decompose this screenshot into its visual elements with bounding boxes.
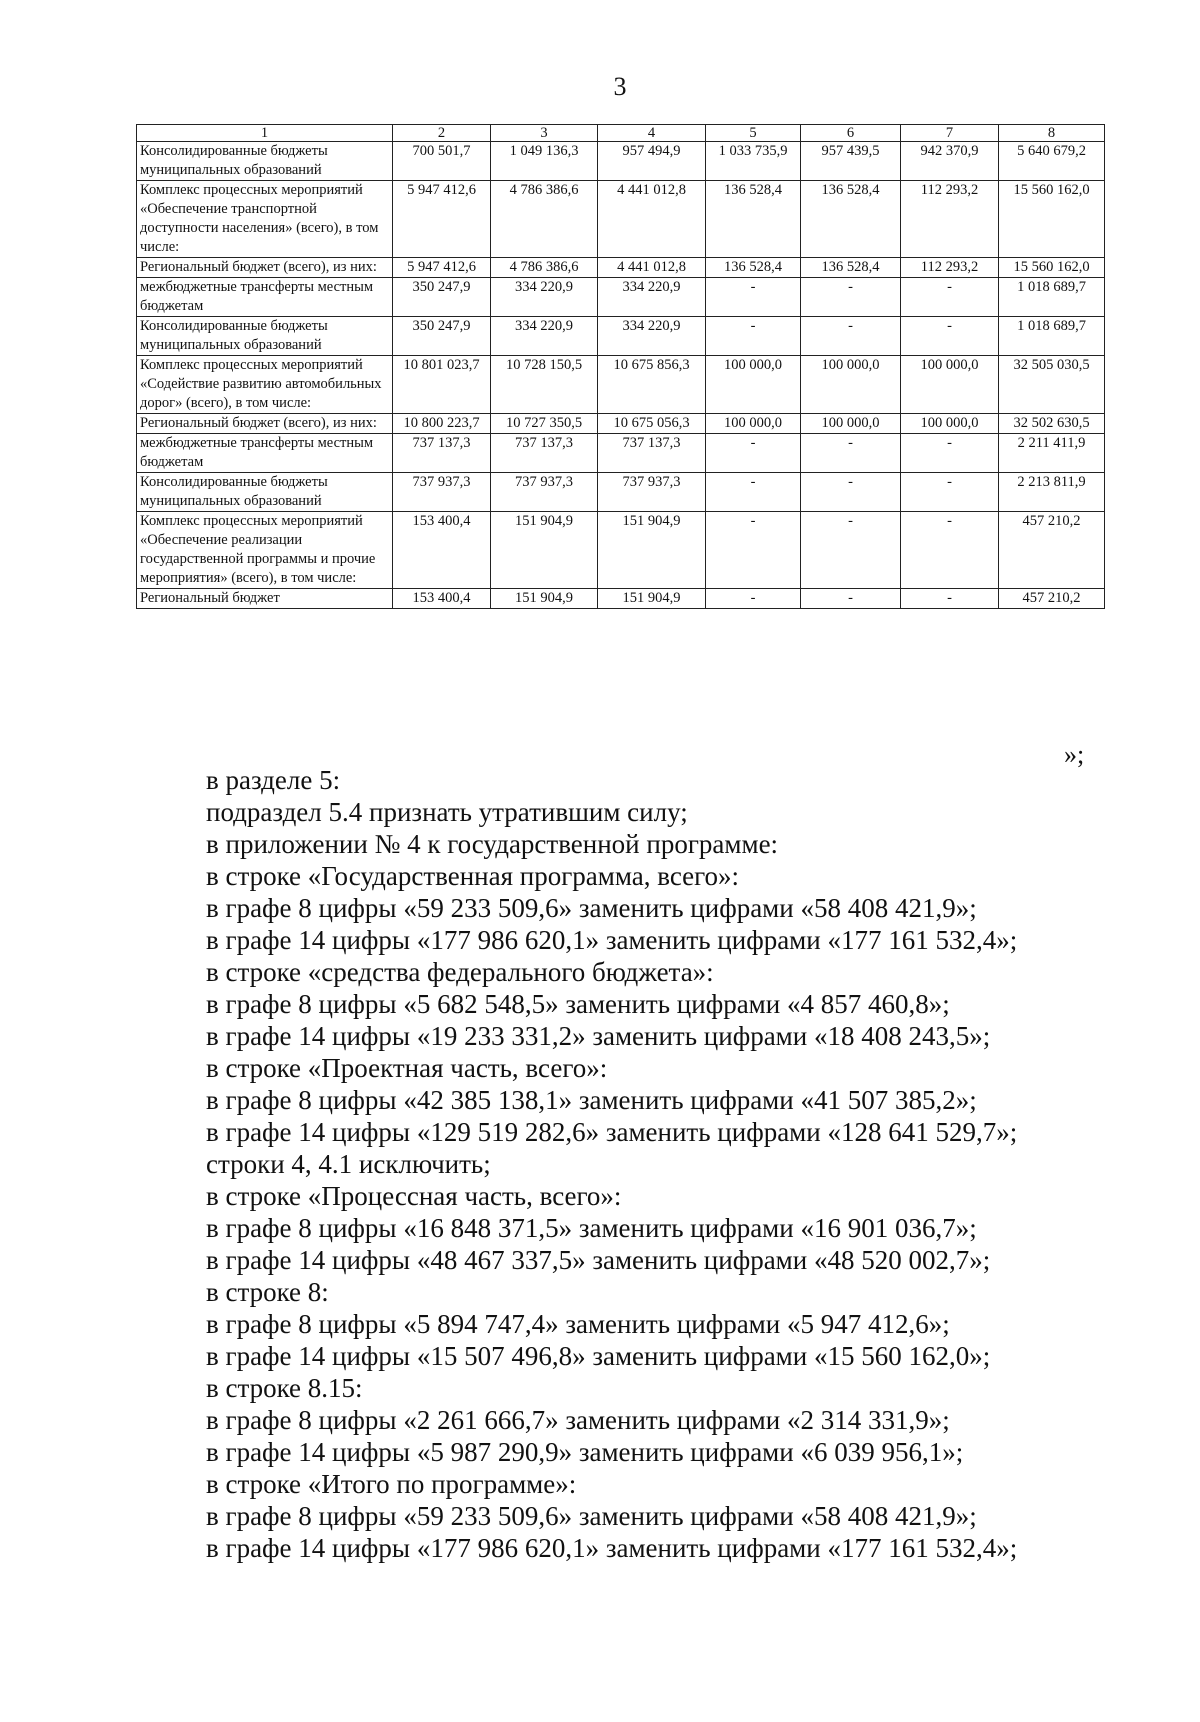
column-header: 8	[999, 125, 1105, 142]
text-line: в графе 8 цифры «42 385 138,1» заменить цифрами «41 507 385,2»;	[206, 1085, 977, 1115]
value-cell: -	[801, 589, 901, 609]
value-cell: -	[901, 512, 999, 589]
column-header: 3	[491, 125, 598, 142]
value-cell: -	[901, 473, 999, 512]
value-cell: 2 211 411,9	[999, 434, 1105, 473]
closing-quote: »;	[1064, 740, 1085, 769]
column-header: 5	[706, 125, 801, 142]
value-cell: -	[706, 317, 801, 356]
column-header: 2	[393, 125, 491, 142]
value-cell: 1 049 136,3	[491, 142, 598, 181]
text-line: в строке 8.15:	[206, 1373, 363, 1403]
table-row	[137, 473, 1105, 512]
value-cell: -	[706, 278, 801, 317]
row-label: Консолидированные бюджеты муниципальных образований	[137, 317, 393, 356]
value-cell: 5 947 412,6	[393, 258, 491, 278]
value-cell: -	[706, 589, 801, 609]
value-cell: 350 247,9	[393, 317, 491, 356]
value-cell: 136 528,4	[706, 258, 801, 278]
value-cell: 136 528,4	[801, 181, 901, 258]
text-line: в строке «Процессная часть, всего»:	[206, 1181, 622, 1211]
text-line: в графе 14 цифры «48 467 337,5» заменить цифрами «48 520 002,7»;	[206, 1245, 991, 1275]
row-label: Комплекс процессных мероприятий «Обеспечение реализации государственной программы и прочие мероприятия» (всего), в том числе:	[137, 512, 393, 589]
value-cell: -	[901, 434, 999, 473]
value-cell: 32 502 630,5	[999, 414, 1105, 434]
value-cell: -	[801, 317, 901, 356]
value-cell: 15 560 162,0	[999, 181, 1105, 258]
column-header: 1	[137, 125, 393, 142]
value-cell: -	[801, 434, 901, 473]
text-line: строки 4, 4.1 исключить;	[206, 1149, 491, 1179]
value-cell: 153 400,4	[393, 589, 491, 609]
value-cell: 4 441 012,8	[598, 258, 706, 278]
value-cell: -	[706, 434, 801, 473]
value-cell: 151 904,9	[491, 512, 598, 589]
budget-table	[136, 124, 1105, 609]
table-row	[137, 258, 1105, 278]
table-row	[137, 181, 1105, 258]
value-cell: 334 220,9	[598, 317, 706, 356]
table-row	[137, 278, 1105, 317]
value-cell: 112 293,2	[901, 258, 999, 278]
value-cell: 10 675 056,3	[598, 414, 706, 434]
text-line: в графе 14 цифры «19 233 331,2» заменить цифрами «18 408 243,5»;	[206, 1021, 991, 1051]
value-cell: 100 000,0	[801, 356, 901, 414]
table-header-row	[137, 125, 1105, 142]
column-header: 4	[598, 125, 706, 142]
value-cell: 151 904,9	[598, 512, 706, 589]
text-line: в разделе 5:	[206, 765, 341, 795]
value-cell: 737 137,3	[598, 434, 706, 473]
value-cell: 32 505 030,5	[999, 356, 1105, 414]
value-cell: 457 210,2	[999, 589, 1105, 609]
text-line: в графе 8 цифры «59 233 509,6» заменить цифрами «58 408 421,9»;	[206, 1501, 977, 1531]
value-cell: 151 904,9	[491, 589, 598, 609]
value-cell: 15 560 162,0	[999, 258, 1105, 278]
row-label: Консолидированные бюджеты муниципальных образований	[137, 142, 393, 181]
value-cell: 334 220,9	[598, 278, 706, 317]
table-row	[137, 317, 1105, 356]
value-cell: 942 370,9	[901, 142, 999, 181]
value-cell: 737 937,3	[393, 473, 491, 512]
text-line: в графе 14 цифры «5 987 290,9» заменить цифрами «6 039 956,1»;	[206, 1437, 964, 1467]
value-cell: 4 786 386,6	[491, 258, 598, 278]
text-line: в графе 8 цифры «5 894 747,4» заменить цифрами «5 947 412,6»;	[206, 1309, 950, 1339]
row-label: Региональный бюджет	[137, 589, 393, 609]
value-cell: 350 247,9	[393, 278, 491, 317]
table-row	[137, 142, 1105, 181]
text-line: в графе 8 цифры «5 682 548,5» заменить цифрами «4 857 460,8»;	[206, 989, 950, 1019]
text-line: в графе 8 цифры «16 848 371,5» заменить цифрами «16 901 036,7»;	[206, 1213, 977, 1243]
value-cell: 334 220,9	[491, 317, 598, 356]
row-label: Региональный бюджет (всего), из них:	[137, 414, 393, 434]
value-cell: 136 528,4	[706, 181, 801, 258]
value-cell: 4 786 386,6	[491, 181, 598, 258]
text-line: в приложении № 4 к государственной программе:	[206, 829, 779, 859]
value-cell: 700 501,7	[393, 142, 491, 181]
table-row	[137, 512, 1105, 589]
page-number: 3	[613, 72, 627, 101]
value-cell: 737 937,3	[598, 473, 706, 512]
value-cell: 457 210,2	[999, 512, 1105, 589]
value-cell: 100 000,0	[901, 356, 999, 414]
table-row	[137, 589, 1105, 609]
value-cell: 957 494,9	[598, 142, 706, 181]
value-cell: 10 728 150,5	[491, 356, 598, 414]
value-cell: 100 000,0	[801, 414, 901, 434]
value-cell: 10 727 350,5	[491, 414, 598, 434]
row-label: Комплекс процессных мероприятий «Обеспечение транспортной доступности населения» (всего), в том числе:	[137, 181, 393, 258]
value-cell: -	[801, 278, 901, 317]
row-label: Консолидированные бюджеты муниципальных образований	[137, 473, 393, 512]
value-cell: -	[706, 512, 801, 589]
value-cell: 100 000,0	[706, 414, 801, 434]
value-cell: 737 937,3	[491, 473, 598, 512]
value-cell: -	[901, 278, 999, 317]
text-line: в строке «Итого по программе»:	[206, 1469, 577, 1499]
value-cell: -	[801, 473, 901, 512]
value-cell: 100 000,0	[901, 414, 999, 434]
text-line: в строке «средства федерального бюджета»:	[206, 957, 714, 987]
value-cell: 4 441 012,8	[598, 181, 706, 258]
value-cell: 737 137,3	[491, 434, 598, 473]
table-row	[137, 434, 1105, 473]
column-header: 6	[801, 125, 901, 142]
row-label: межбюджетные трансферты местным бюджетам	[137, 434, 393, 473]
value-cell: 136 528,4	[801, 258, 901, 278]
row-label: межбюджетные трансферты местным бюджетам	[137, 278, 393, 317]
value-cell: 151 904,9	[598, 589, 706, 609]
value-cell: 1 018 689,7	[999, 278, 1105, 317]
text-line: в строке «Государственная программа, всего»:	[206, 861, 740, 891]
value-cell: 1 018 689,7	[999, 317, 1105, 356]
row-label: Комплекс процессных мероприятий «Содействие развитию автомобильных дорог» (всего), в том числе:	[137, 356, 393, 414]
text-line: в графе 8 цифры «59 233 509,6» заменить цифрами «58 408 421,9»;	[206, 893, 977, 923]
value-cell: -	[801, 512, 901, 589]
text-line: в графе 14 цифры «129 519 282,6» заменить цифрами «128 641 529,7»;	[206, 1117, 1018, 1147]
text-line: в графе 14 цифры «177 986 620,1» заменить цифрами «177 161 532,4»;	[206, 1533, 1018, 1563]
amendment-text	[206, 764, 1106, 1564]
value-cell: 5 640 679,2	[999, 142, 1105, 181]
text-line: в строке «Проектная часть, всего»:	[206, 1053, 608, 1083]
value-cell: 10 800 223,7	[393, 414, 491, 434]
table-row	[137, 356, 1105, 414]
value-cell: 334 220,9	[491, 278, 598, 317]
value-cell: 112 293,2	[901, 181, 999, 258]
text-line: в графе 8 цифры «2 261 666,7» заменить цифрами «2 314 331,9»;	[206, 1405, 950, 1435]
table-body	[137, 142, 1105, 609]
value-cell: -	[901, 589, 999, 609]
column-header: 7	[901, 125, 999, 142]
value-cell: 737 137,3	[393, 434, 491, 473]
value-cell: 100 000,0	[706, 356, 801, 414]
value-cell: 10 675 856,3	[598, 356, 706, 414]
value-cell: -	[901, 317, 999, 356]
text-line: в графе 14 цифры «177 986 620,1» заменить цифрами «177 161 532,4»;	[206, 925, 1018, 955]
value-cell: 5 947 412,6	[393, 181, 491, 258]
row-label: Региональный бюджет (всего), из них:	[137, 258, 393, 278]
value-cell: 10 801 023,7	[393, 356, 491, 414]
text-line: в графе 14 цифры «15 507 496,8» заменить цифрами «15 560 162,0»;	[206, 1341, 991, 1371]
table-row	[137, 414, 1105, 434]
value-cell: 153 400,4	[393, 512, 491, 589]
value-cell: 957 439,5	[801, 142, 901, 181]
value-cell: 1 033 735,9	[706, 142, 801, 181]
value-cell: 2 213 811,9	[999, 473, 1105, 512]
text-line: в строке 8:	[206, 1277, 329, 1307]
value-cell: -	[706, 473, 801, 512]
text-line: подраздел 5.4 признать утратившим силу;	[206, 797, 688, 827]
